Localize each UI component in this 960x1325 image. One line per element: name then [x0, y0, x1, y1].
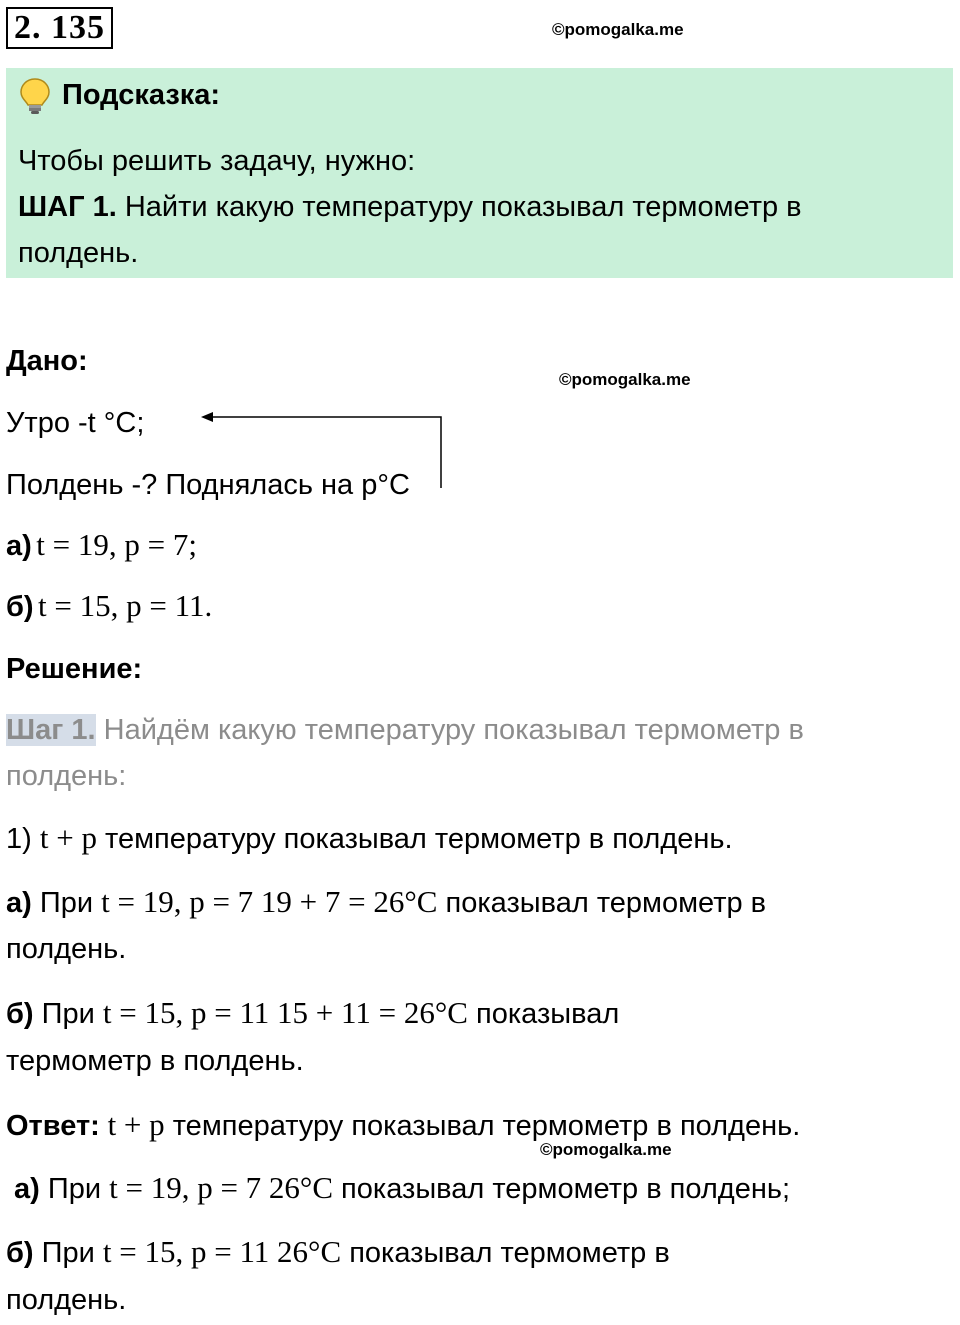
- solution-b-label: б): [6, 998, 34, 1030]
- given-case-a: [6, 527, 197, 563]
- watermark-top: ©pomogalka.me: [552, 20, 684, 39]
- solution-formula: [6, 820, 733, 856]
- formula-prefix: 1): [6, 823, 40, 855]
- given-title: Дано:: [6, 345, 88, 377]
- answer-line: [6, 1107, 800, 1143]
- answer-b-text: показывал термометр в: [341, 1237, 670, 1269]
- watermark-bottom: ©pomogalka.me: [540, 1140, 672, 1159]
- formula-text: температуру показывал термометр в полдень.: [96, 823, 733, 855]
- solution-a-label: а): [6, 887, 32, 919]
- solution-a-text: показывал термометр в: [437, 887, 767, 919]
- solution-b-pri: При: [33, 998, 103, 1030]
- answer-a-line: [14, 1170, 790, 1206]
- given-morning: Утро -t °C;: [6, 407, 145, 439]
- solution-b-text: показывал: [467, 998, 620, 1030]
- solution-b-line-1: [6, 995, 619, 1031]
- answer-math: t + p: [99, 1107, 165, 1142]
- given-case-b: [6, 588, 212, 624]
- given-noon: Полдень -? Поднялась на p°C: [6, 469, 410, 501]
- hint-step-line-1: [18, 191, 802, 224]
- answer-a-math: t = 19, p = 7 26°C: [109, 1170, 333, 1205]
- answer-b-math: t = 15, p = 11 26°C: [102, 1234, 342, 1269]
- answer-b-line-1: [6, 1234, 670, 1270]
- hint-intro: Чтобы решить задачу, нужно:: [18, 145, 416, 177]
- formula-math: t + p: [39, 820, 97, 855]
- lightbulb-icon: [18, 76, 52, 121]
- solution-step-label: Шаг 1.: [6, 714, 96, 746]
- answer-b-label: б): [6, 1237, 34, 1269]
- solution-title: Решение:: [6, 653, 143, 685]
- answer-a-label: а): [14, 1173, 40, 1205]
- answer-a-text: показывал термометр в полдень;: [333, 1173, 791, 1205]
- solution-a-math: t = 19, p = 7 19 + 7 = 26°C: [101, 884, 438, 919]
- solution-a-line-2: полдень.: [6, 933, 127, 965]
- hint-step-label: ШАГ 1.: [18, 191, 117, 223]
- answer-text: температуру показывал термометр в полдень.: [164, 1110, 801, 1142]
- solution-b-math: t = 15, p = 11 15 + 11 = 26°C: [102, 995, 468, 1030]
- answer-a-pri: При: [39, 1173, 110, 1205]
- answer-b-line-2: полдень.: [6, 1284, 127, 1316]
- given-case-b-label: б): [6, 591, 34, 623]
- hint-step-line-2: полдень.: [18, 237, 139, 269]
- solution-b-line-2: термометр в полдень.: [6, 1045, 304, 1077]
- solution-a-pri: При: [31, 887, 102, 919]
- solution-step-line-2: полдень:: [6, 760, 127, 792]
- given-case-a-label: а): [6, 530, 32, 562]
- hint-step-text: Найти какую температуру показывал термометр в: [116, 191, 802, 223]
- solution-step-text: Найдём какую температуру показывал термометр в: [95, 714, 804, 746]
- watermark-middle: ©pomogalka.me: [559, 370, 691, 389]
- solution-a-line-1: [6, 884, 766, 920]
- hint-title: Подсказка:: [62, 79, 221, 111]
- answer-label: Ответ:: [6, 1110, 100, 1142]
- answer-b-pri: При: [33, 1237, 103, 1269]
- given-case-a-math: t = 19, p = 7;: [36, 527, 197, 562]
- given-case-b-math: t = 15, p = 11.: [38, 588, 213, 623]
- problem-number: 2. 135: [6, 7, 113, 49]
- solution-step-line-1: [6, 714, 804, 747]
